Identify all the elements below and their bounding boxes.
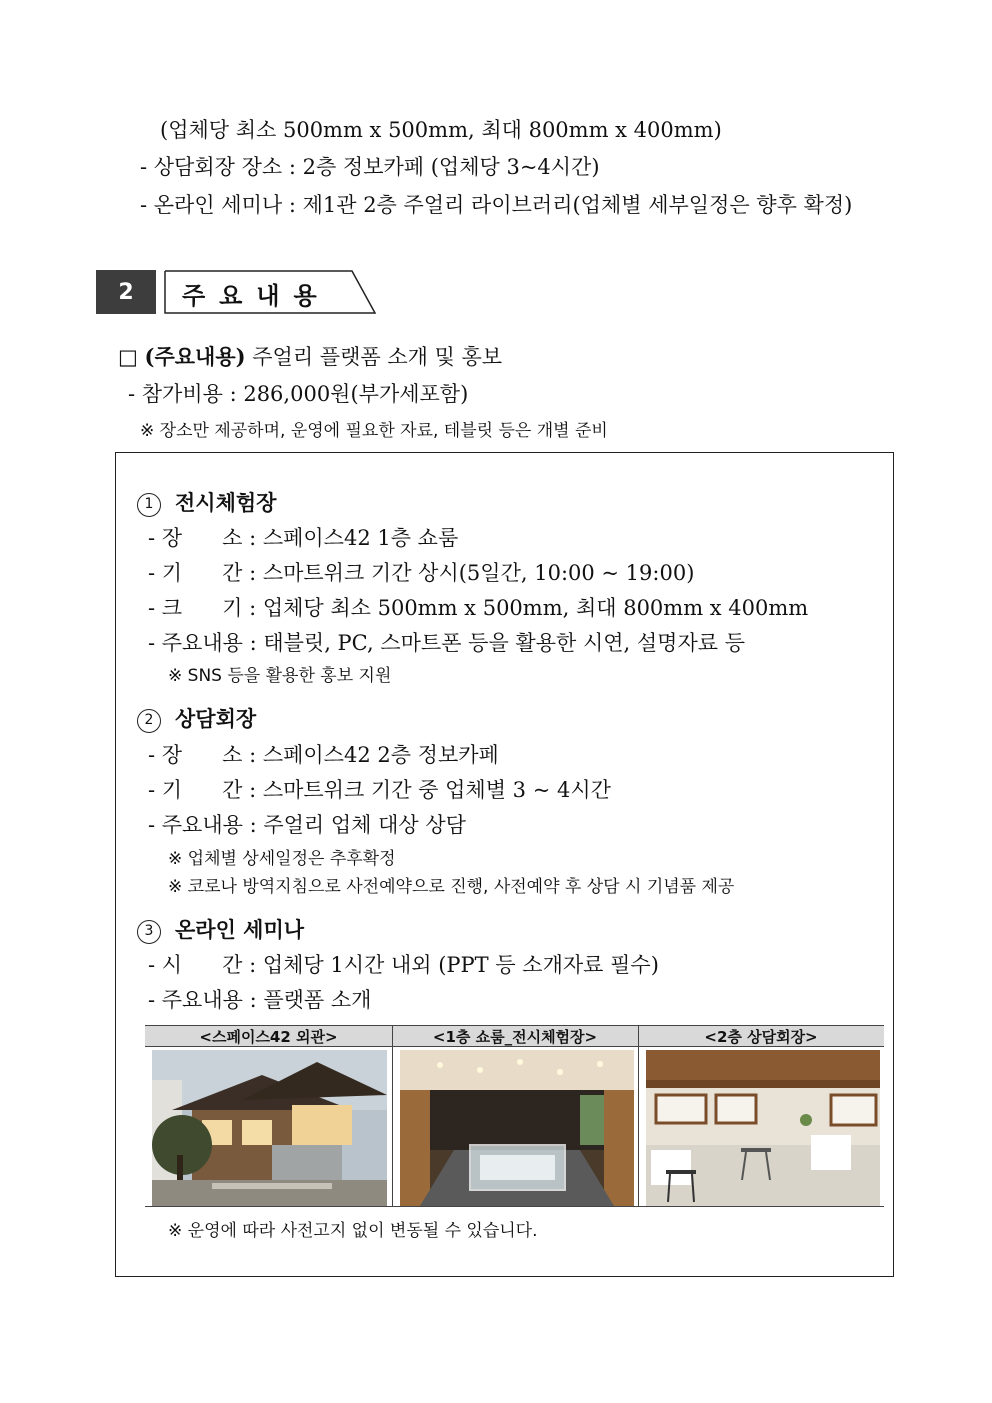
section-title: 주요내용 (182, 282, 331, 310)
item-2-title-row (137, 706, 256, 735)
summary-heading-text: 주얼리 플랫폼 소개 및 홍보 (252, 345, 503, 369)
checkbox-square-icon: □ (118, 345, 138, 369)
item-1-line-2: - 기 간 : 스마트위크 기간 상시(5일간, 10:00 ~ 19:00) (148, 561, 695, 585)
item-3-title: 온라인 세미나 (175, 917, 305, 942)
item-2-note-1: ※ 업체별 상세일정은 추후확정 (168, 849, 396, 869)
photo-consultation-room (646, 1050, 880, 1206)
section-title-box (164, 270, 376, 314)
photo-space42-exterior (152, 1050, 387, 1206)
item-3-line-1: - 시 간 : 업체당 1시간 내외 (PPT 등 소개자료 필수) (148, 953, 659, 977)
summary-note: ※ 장소만 제공하며, 운영에 필요한 자료, 테블릿 등은 개별 준비 (140, 421, 608, 441)
item-1-line-1: - 장 소 : 스페이스42 1층 쇼룸 (148, 526, 459, 550)
circled-number-icon: 2 (137, 709, 161, 733)
photo-caption-3: <2층 상담회장> (638, 1025, 884, 1047)
summary-heading (118, 344, 502, 370)
summary-heading-label: (주요내용) (144, 344, 246, 369)
item-1-line-4: - 주요내용 : 태블릿, PC, 스마트폰 등을 활용한 시연, 설명자료 등 (148, 631, 745, 655)
item-2-line-3: - 주요내용 : 주얼리 업체 대상 상담 (148, 813, 466, 837)
intro-line-1: (업체당 최소 500mm x 500mm, 최대 800mm x 400mm) (160, 118, 722, 142)
column-divider (638, 1025, 639, 1207)
column-divider (392, 1025, 393, 1207)
item-3-title-row (137, 917, 304, 946)
section-number: 2 (96, 270, 156, 314)
item-2-line-2: - 기 간 : 스마트위크 기간 중 업체별 3 ~ 4시간 (148, 778, 611, 802)
item-1-title: 전시체험장 (175, 490, 277, 515)
item-1-note-1: ※ SNS 등을 활용한 홍보 지원 (168, 666, 392, 686)
table-bottom-border (145, 1206, 884, 1207)
item-1-line-3: - 크 기 : 업체당 최소 500mm x 500mm, 최대 800mm x 400mm (148, 596, 809, 620)
intro-line-3: - 온라인 세미나 : 제1관 2층 주얼리 라이브러리(업체별 세부일정은 향후 확정) (140, 193, 853, 217)
intro-line-2: - 상담회장 장소 : 2층 정보카페 (업체당 3~4시간) (140, 155, 600, 179)
photo-showroom (400, 1050, 634, 1206)
photo-caption-1: <스페이스42 외관> (145, 1025, 392, 1047)
item-2-title: 상담회장 (175, 706, 257, 731)
footer-note: ※ 운영에 따라 사전고지 없이 변동될 수 있습니다. (168, 1221, 538, 1241)
item-2-note-2: ※ 코로나 방역지침으로 사전예약으로 진행, 사전예약 후 상담 시 기념품 제공 (168, 877, 735, 897)
item-1-title-row (137, 490, 276, 519)
photo-caption-2: <1층 쇼룸_전시체험장> (392, 1025, 638, 1047)
summary-fee: - 참가비용 : 286,000원(부가세포함) (128, 382, 469, 406)
item-3-line-2: - 주요내용 : 플랫폼 소개 (148, 988, 372, 1012)
circled-number-icon: 3 (137, 920, 161, 944)
circled-number-icon: 1 (137, 493, 161, 517)
item-2-line-1: - 장 소 : 스페이스42 2층 정보카페 (148, 743, 499, 767)
